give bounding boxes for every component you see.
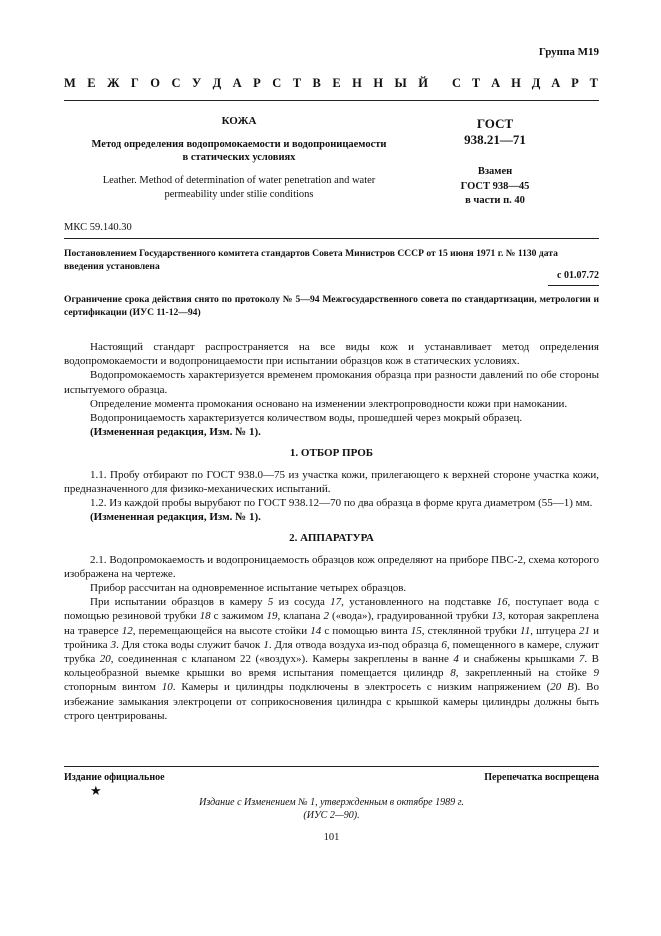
banner-letter: А [491,76,501,90]
paragraph: 2.1. Водопромокаемость и водопроницаемость образцов кож определяют на приборе ПВС-2, схема которого изображена на чертеже. [64,553,599,580]
text-run: , которая закреплена на траверсе [64,610,600,637]
introduction-date: с 01.07.72 [557,270,599,281]
mks-code: МКС 59.140.30 [64,222,132,233]
part-reference: 18 [199,610,211,623]
banner-letter: Т [471,76,481,90]
paragraph: Определение момента промокания основано на изменении электропроводности кожи при намокании. [90,397,568,410]
banner-letter: Е [87,76,96,90]
edition-line: (ИУС 2—90). [303,809,360,821]
part-reference: 14 [310,624,322,637]
banner-letter: С [452,76,462,90]
amendment-note: (Измененная редакция, Изм. № 1). [90,426,261,439]
text-run: , клапана [277,610,324,623]
replacement-line: ГОСТ 938—45 [460,180,530,192]
section-heading: 1. ОТБОР ПРОБ [289,447,374,460]
top-rule [64,100,599,101]
limitation-note: Ограничение срока действия снято по протоколу № 5—94 Межгосударственного совета по стандартизации, метрологии и сертификации (ИУС 11-12—94) [64,294,599,318]
part-reference: 2 [323,610,329,623]
group-label: Группа М19 [538,46,599,58]
paragraph: Настоящий стандарт распространяется на все виды кож и устанавливает метод определения водопромокаемости и водопроницаемости при испытании образцов кож в статических условиях. [64,341,599,368]
part-reference: 13 [491,610,503,623]
section-heading: 2. АППАРАТУРА [289,532,374,545]
part-reference: 17 [330,596,342,609]
text-run: , стеклянной трубки [421,624,521,637]
part-reference: 8 [450,667,456,680]
banner-letter: Р [571,76,579,90]
text-run: с помощью винта [321,624,411,637]
banner-letter: Й [418,76,428,90]
banner-letter: А [551,76,561,90]
paragraph: Водопроницаемость характеризуется количеством воды, прошедшей через мокрый образец. [90,412,523,425]
banner-letter: О [150,76,161,90]
banner-letter: Т [589,76,598,90]
text-run: из сосуда [273,596,331,609]
paragraph: Прибор рассчитан на одновременное испытание четырех образцов. [90,582,407,595]
replacement-line: Взамен [477,166,513,177]
part-reference: 15 [410,624,422,637]
title-russian-line: Метод определения водопромокаемости и водопроницаемости [91,139,387,150]
part-reference: 5 [267,596,274,609]
part-reference: 11 [520,624,531,637]
part-reference: 4 [453,653,459,666]
banner-letter: Ы [394,76,407,90]
text-run: . В кольцеобразной выемке крышки во время испытания помещается цилиндр [64,653,599,680]
part-reference: 20 В [550,681,574,694]
banner-letter: Н [352,76,362,90]
text-run: . Камеры и цилиндры подключены в электросеть с низким напряжением ( [172,681,551,694]
part-reference: 9 [593,667,599,680]
title-russian-line: в статических условиях [182,152,296,163]
gost-number [440,116,550,148]
banner-letter: Е [332,76,341,90]
banner-letter: У [191,76,202,90]
banner-letter: Ж [107,76,120,90]
text-run: («вода»), градуированной трубки [328,610,492,623]
text-run: стопорным винтом [64,681,162,694]
banner-letter: Д [531,76,541,90]
banner-letter: Д [212,76,222,90]
reprint-prohibited: Перепечатка воспрещена [484,772,599,783]
part-reference: 12 [121,624,133,637]
banner-letter: Н [373,76,384,90]
text-run: , соединенная с клапаном 22 («воздух»). Камеры закреплены в ванне [110,653,454,666]
text-run: , закрепленный на стойке [455,667,594,680]
text-run: , поступает вода с помощью резиновой трубки [64,596,600,623]
banner-letter: Н [511,76,521,90]
part-reference: 19 [266,610,278,623]
decree-text: Постановлением Государственного комитета стандартов Совета Министров СССР от 15 июня 1971 г. № 1130 дата введения установлена [64,248,558,272]
banner-right [452,76,598,91]
banner-letter: Г [130,76,139,90]
banner-letter: С [171,76,181,90]
gost-label: ГОСТ [476,116,514,131]
title-english [64,174,414,202]
amendment-note: (Измененная редакция, Изм. № 1). [90,511,261,524]
paragraph-apparatus [64,595,599,723]
document-title: КОЖА [221,115,257,127]
official-edition: Издание официальное [64,772,165,783]
title-english-line: permeability under stilie conditions [164,189,314,200]
replacement-note [440,165,550,209]
title-russian [64,138,414,164]
paragraph: 1.2. Из каждой пробы вырубают по ГОСТ 938.12—70 по два образца в форме круга диаметром (55—1) мм. [90,497,593,510]
part-reference: 16 [496,596,508,609]
star-icon: ★ [90,783,102,798]
paragraph: 1.1. Пробу отбирают по ГОСТ 938.0—75 из участка кожи, прилегающего к верхней стороне участка кожи, предназначенного для физико-механических испытаний. [64,468,599,495]
page-number: 101 [323,832,340,843]
banner-letter: Р [253,76,261,90]
banner-letter: С [272,76,282,90]
part-reference: 21 [578,624,590,637]
banner-letter: А [232,76,242,90]
text-run: и снабжены крышками [458,653,579,666]
mks-rule [64,238,599,239]
text-run: При испытании образцов в камеру [90,596,268,609]
standard-banner [64,76,598,91]
part-reference: 20 [99,653,111,666]
text-run: с зажимом [210,610,267,623]
text-run: . Для стока воды служит бачок [116,638,264,651]
footer-rule [64,766,599,767]
text-run: и тройника [64,624,599,651]
banner-letter: М [64,76,76,90]
gost-code: 938.21—71 [464,132,526,147]
date-underline [548,285,599,286]
banner-left [64,76,428,91]
text-run: , помещенного в камере, служит трубка [64,638,599,666]
banner-letter: В [312,76,321,90]
part-reference: 10 [161,681,173,694]
text-run: ). Во избежание замыкания электроцепи от соприкосновения цилиндра с крышкой камеры цилиндры должны быть строго центрированы. [64,681,599,722]
part-reference: 1 [263,638,269,651]
banner-letter: Т [292,76,302,90]
text-run: , установленного на подставке [341,596,497,609]
document-body [64,340,599,723]
part-reference: 7 [578,653,585,666]
text-run: , штуцера [530,624,579,637]
paragraph: Водопромокаемость характеризуется временем промокания образца при разности давлений по обе стороны испытуемого образца. [64,369,599,396]
part-reference: 3 [110,638,117,651]
part-reference: 6 [441,638,447,651]
text-run: . Для отвода воздуха из-под образца [268,638,442,651]
text-run: , перемещающейся на высоте стойки [132,624,311,637]
title-english-line: Leather. Method of determination of water penetration and water [102,175,376,186]
edition-line: Издание с Изменением № 1, утвержденным в октябре 1989 г. [199,797,464,808]
edition-note [64,797,599,822]
replacement-line: в части п. 40 [465,195,525,206]
